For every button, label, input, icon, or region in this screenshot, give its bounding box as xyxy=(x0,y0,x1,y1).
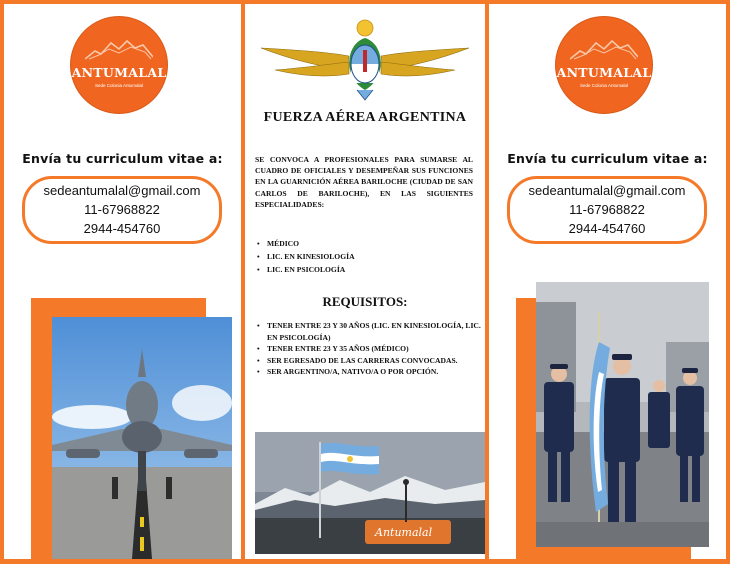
photo-sign: Antumalal xyxy=(375,526,433,539)
mountain-icon xyxy=(570,37,638,61)
contact-email[interactable]: sedeantumalal@gmail.com xyxy=(528,183,686,198)
contact-email[interactable]: sedeantumalal@gmail.com xyxy=(43,183,201,198)
contact-heading: Envía tu curriculum vitae a: xyxy=(507,151,708,166)
page-title: FUERZA AÉREA ARGENTINA xyxy=(263,110,467,125)
antumalal-logo xyxy=(70,16,168,114)
contact-heading: Envía tu curriculum vitae a: xyxy=(22,151,223,166)
contact-box xyxy=(22,176,222,244)
requirements-title: REQUISITOS: xyxy=(322,294,408,309)
antumalal-logo xyxy=(555,16,653,114)
contact-phone-2[interactable]: 2944-454760 xyxy=(83,221,161,236)
specialties-list xyxy=(257,237,477,276)
requirement-item: • TENER ENTRE 23 Y 35 AÑOS (MÉDICO) xyxy=(257,343,483,355)
logo-tagline: Sede Colonia Antumalal xyxy=(579,83,629,88)
intro-text: SE CONVOCA A PROFESIONALES PARA SUMARSE AL CUADRO DE OFICIALES Y DESEMPEÑAR SUS FUNCIONES EN LA GUARNICIÓN AÉREA BARILOCHE (CIUDAD DE SAN CARLOS DE BARILOCHE), EN LAS SIGUIENTES ESPECIALIDADES: xyxy=(255,155,473,209)
requirement-item: • TENER ENTRE 23 Y 30 AÑOS (LIC. EN KINESIOLOGÍA, LIC. EN PSICOLOGÍA) xyxy=(257,320,483,343)
mountain-icon xyxy=(85,37,153,61)
middle-panel xyxy=(245,4,485,559)
contact-phone-1[interactable]: 11-67968822 xyxy=(84,202,160,217)
specialty-item: • MÉDICO xyxy=(257,237,477,250)
winged-coat-of-arms-icon xyxy=(257,14,473,104)
fighter-jet-photo xyxy=(52,317,232,559)
contact-phone-1[interactable]: 11-67968822 xyxy=(569,202,645,217)
logo-brand-name: ANTUMALAL xyxy=(71,65,167,80)
logo-brand-name: ANTUMALAL xyxy=(556,65,652,80)
left-panel xyxy=(4,4,241,559)
specialty-item: • LIC. EN KINESIOLOGÍA xyxy=(257,250,477,263)
contact-phone-2[interactable]: 2944-454760 xyxy=(568,221,646,236)
specialty-item: • LIC. EN PSICOLOGÍA xyxy=(257,263,477,276)
logo-tagline: Sede Colonia Antumalal xyxy=(94,83,144,88)
right-panel xyxy=(489,4,726,559)
requirement-item: • SER EGRESADO DE LAS CARRERAS CONVOCADAS. xyxy=(257,355,483,367)
requirements-list xyxy=(257,320,483,378)
requirement-item: • SER ARGENTINO/A, NATIVO/A O POR OPCIÓN. xyxy=(257,366,483,378)
bariloche-flag-photo xyxy=(255,432,485,554)
cadets-flag-parade-photo xyxy=(536,282,709,547)
contact-box xyxy=(507,176,707,244)
